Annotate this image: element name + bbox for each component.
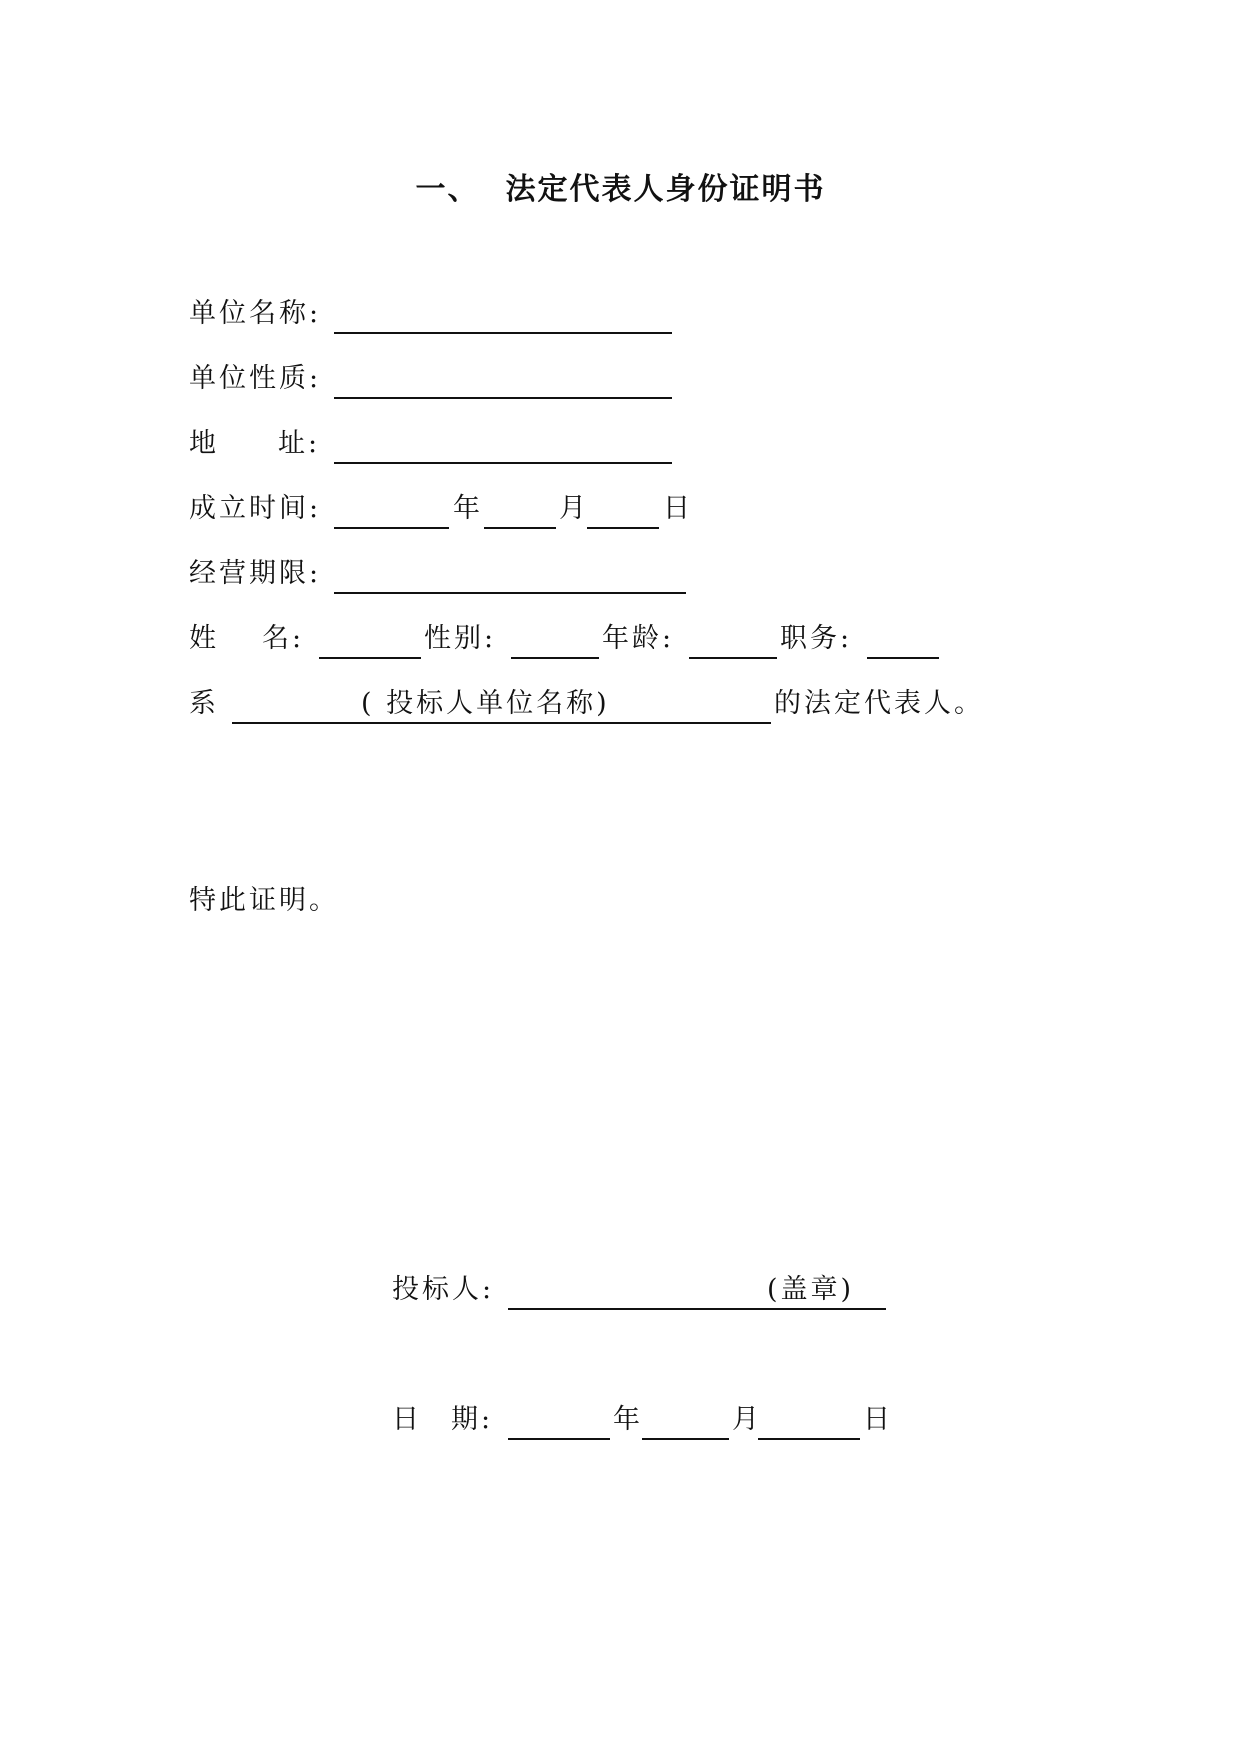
relation-label: 系 [189,688,219,719]
term-row [189,554,709,594]
relation-row [189,684,989,724]
address-field[interactable] [334,424,672,464]
name-label-part1: 姓 [189,623,219,654]
established-month-unit: 月 [559,493,589,524]
unit-name-field[interactable] [334,294,672,334]
date-label-part1: 日 [392,1404,422,1435]
unit-nature-field[interactable] [334,359,672,399]
date-row [392,1400,912,1440]
address-label-part1: 地 [189,428,219,459]
title-number: 一、 [415,172,480,207]
gender-field[interactable] [511,619,599,659]
name-field[interactable] [319,619,421,659]
bidder-signature-row [392,1270,912,1310]
seal-hint: (盖章) [767,1274,855,1305]
name-label-part2: 名: [262,623,305,654]
address-label-part2: 址: [278,428,321,459]
position-field[interactable] [867,619,939,659]
term-field[interactable] [334,554,686,594]
age-field[interactable] [689,619,777,659]
date-month-unit: 月 [732,1404,762,1435]
term-label: 经营期限: [189,558,322,589]
statement: 特此证明。 [189,885,339,916]
established-year-field[interactable] [334,489,449,529]
age-label: 年龄: [602,623,675,654]
date-year-field[interactable] [508,1400,610,1440]
date-day-field[interactable] [758,1400,860,1440]
person-row [189,619,949,659]
bidder-label: 投标人: [392,1274,495,1305]
unit-nature-row [189,359,709,399]
date-year-unit: 年 [613,1404,643,1435]
established-label: 成立时间: [189,493,322,524]
date-label-part2: 期: [451,1404,494,1435]
established-month-field[interactable] [484,489,556,529]
established-row [189,489,709,529]
established-day-unit: 日 [663,493,693,524]
title-text: 法定代表人身份证明书 [505,172,826,207]
page-title [0,164,1241,208]
established-day-field[interactable] [587,489,659,529]
unit-name-row [189,294,709,334]
legal-rep-suffix: 的法定代表人。 [774,688,984,719]
address-row [189,424,709,464]
position-label: 职务: [780,623,853,654]
unit-name-label: 单位名称: [189,298,322,329]
established-year-unit: 年 [453,493,483,524]
date-day-unit: 日 [863,1404,893,1435]
bidder-unit-hint: ( 投标人单位名称) [361,688,610,719]
date-month-field[interactable] [642,1400,729,1440]
gender-label: 性别: [424,623,497,654]
unit-nature-label: 单位性质: [189,363,322,394]
